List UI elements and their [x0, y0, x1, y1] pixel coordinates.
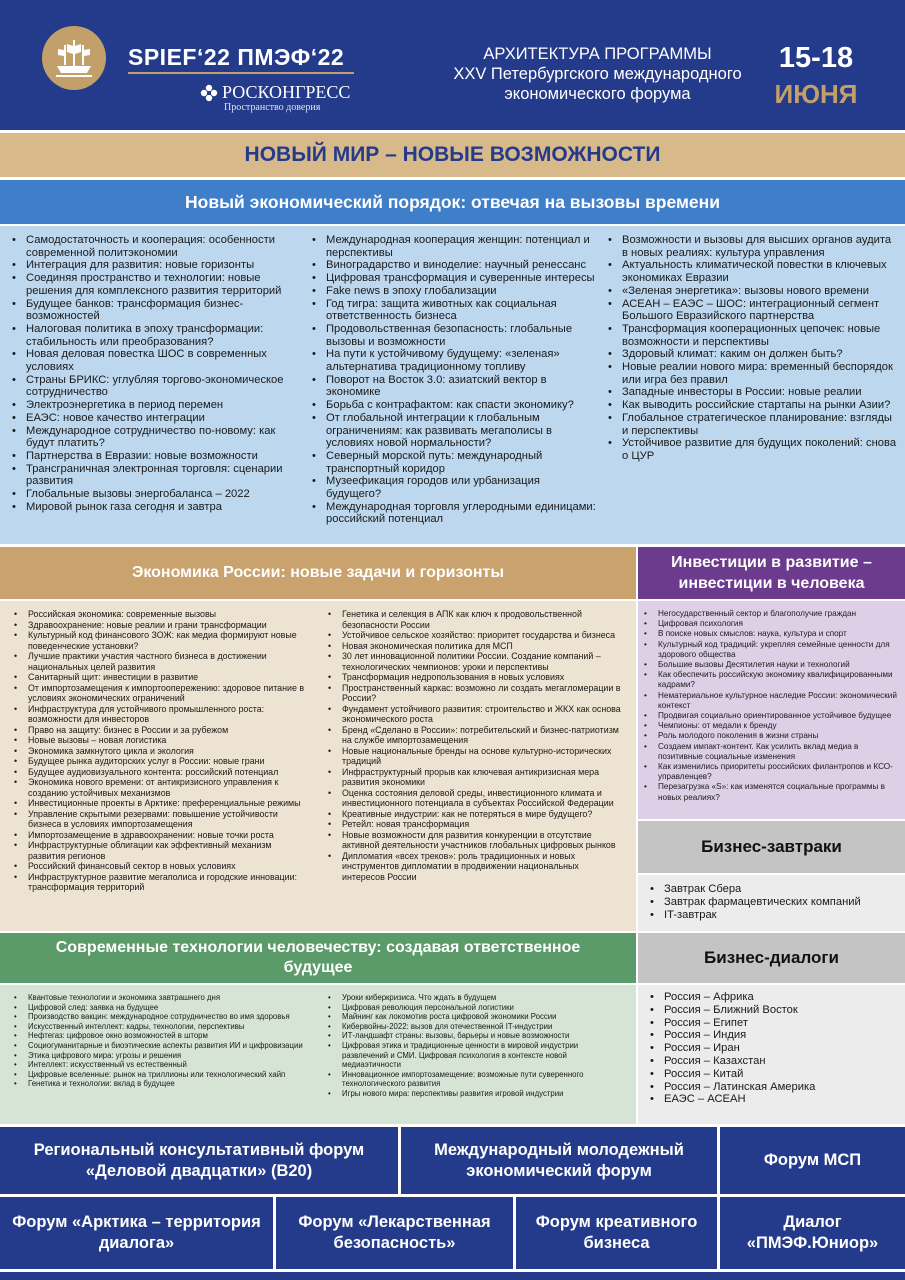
session-item: • Глобальные вызовы энергобаланса – 2022	[6, 488, 296, 501]
forums-grid	[0, 1127, 905, 1280]
session-item: • Здравоохранение: новые реалии и грани трансформации	[8, 620, 308, 631]
session-item: • Инфраструктурный прорыв как ключевая антикризисная мера развития экономики	[322, 767, 624, 788]
session-item: • Фундамент устойчивого развития: строительство и ЖКХ как основа экономического роста	[322, 704, 624, 725]
roscongress-flower-icon	[200, 84, 218, 102]
session-item: • Продвигая социально ориентированное устойчивое будущее	[638, 711, 900, 721]
ship-logo-icon	[52, 36, 96, 80]
session-item: • Будущее рынка аудиторских услуг в России: новые грани	[8, 756, 308, 767]
session-item: • Будущее аудиовизуального контента: российский потенциал	[8, 767, 308, 778]
session-item: • Актуальность климатической повестки в ключевых экономиках Евразии	[602, 259, 898, 284]
session-item: • Производство вакцин: международное сотрудничество во имя здоровья	[8, 1012, 308, 1022]
session-item: • На пути к устойчивому будущему: «зеленая» альтернатива традиционному топливу	[306, 348, 598, 373]
session-item: • Право на защиту: бизнес в России и за рубежом	[8, 725, 308, 736]
session-list	[638, 991, 900, 1106]
session-item: • Генетика и технологии: вклад в будущее	[8, 1079, 308, 1089]
forum-sme: Форум МСП	[720, 1127, 905, 1194]
session-item: • Устойчивое сельское хозяйство: приоритет государства и бизнеса	[322, 630, 624, 641]
session-item: • Инфраструктурное развитие мегаполиса и городские инновации: трансформация территорий	[8, 872, 308, 893]
session-item: • Россия – Иран	[644, 1042, 900, 1055]
session-item: • Российская экономика: современные вызовы	[8, 609, 308, 620]
session-item: • Ретейл: новая трансформация	[322, 819, 624, 830]
session-item: • Виноградарство и виноделие: научный ренессанс	[306, 259, 598, 272]
section-title-tech: Современные технологии человечеству: создавая ответственное будущее	[0, 933, 636, 983]
session-item: • Борьба с контрафактом: как спасти экономику?	[306, 399, 598, 412]
session-item: • Пространственный каркас: возможно ли создать мегагломерации в России?	[322, 683, 624, 704]
session-item: • Большие вызовы Десятилетия науки и технологий	[638, 660, 900, 670]
section-breakfasts	[638, 875, 905, 931]
session-item: • Этика цифрового мира: угрозы и решения	[8, 1051, 308, 1061]
session-item: • Генетика и селекция в АПК как ключ к продовольственной безопасности России	[322, 609, 624, 630]
session-item: • АСЕАН – ЕАЭС – ШОС: интеграционный сегмент Большого Евразийского партнерства	[602, 298, 898, 323]
session-item: • Год тигра: защита животных как социальная ответственность бизнеса	[306, 298, 598, 323]
section-title-dialogues: Бизнес-диалоги	[638, 933, 905, 983]
session-item: • Лучшие практики участия частного бизнеса в достижении национальных целей развития	[8, 651, 308, 672]
session-item: • Как выводить российские стартапы на рынки Азии?	[602, 399, 898, 412]
program-title	[425, 44, 770, 104]
session-item: • «Зеленая энергетика»: вызовы нового времени	[602, 285, 898, 298]
program-title-line: АРХИТЕКТУРА ПРОГРАММЫ	[483, 45, 712, 63]
session-list	[306, 234, 598, 526]
session-item: • Инновационное импортозамещение: возможные пути суверенного технологического развития	[322, 1070, 626, 1089]
session-item: • Международное сотрудничество по-новому: как будут платить?	[6, 425, 296, 450]
session-item: • Импортозамещение в здравоохранении: новые точки роста	[8, 830, 308, 841]
session-item: • Глобальное стратегическое планирование: взгляды и перспективы	[602, 412, 898, 437]
spief-logo	[42, 26, 106, 90]
section-invest	[638, 601, 905, 819]
session-item: • 30 лет инновационной политики России. Создание компаний – технологических чемпионов: уроки и перспективы	[322, 651, 624, 672]
session-item: • Экономика нового времени: от антикризисного управления к созданию устойчивых механизмов	[8, 777, 308, 798]
forum-month: ИЮНЯ	[774, 79, 858, 109]
brand-underline	[128, 72, 354, 74]
session-item: • Международная торговля углеродными единицами: российский потенциал	[306, 501, 598, 526]
section-title-new-order: Новый экономический порядок: отвечая на вызовы времени	[0, 180, 905, 224]
forum-drug-safety: Форум «Лекарственная безопасность»	[276, 1197, 513, 1269]
session-item: • Нефтегаз: цифровое окно возможностей в шторм	[8, 1031, 308, 1041]
partner-name: РОСКОНГРЕСС	[222, 82, 351, 102]
session-list	[638, 609, 900, 803]
session-item: • Новые возможности для развития конкуренции в отсутствие активной деятельности участников глобальных цифровых рынков	[322, 830, 624, 851]
session-item: • Квантовые технологии и экономика завтрашнего дня	[8, 993, 308, 1003]
session-item: • Уроки кибеpкризиса. Что ждать в будущем	[322, 993, 626, 1003]
session-item: • От глобальной интеграции к глобальным ограничениям: как развивать мегаполисы в условиях новой нормальности?	[306, 412, 598, 450]
session-item: • Цифровые вселенные: рынок на триллионы или технологический хайп	[8, 1070, 308, 1080]
session-item: • Западные инвесторы в России: новые реалии	[602, 386, 898, 399]
forum-junior: Диалог «ПМЭФ.Юниор»	[720, 1197, 905, 1269]
session-item: • Новые реалии нового мира: временный беспорядок или игра без правил	[602, 361, 898, 386]
session-item: • Устойчивое развитие для будущих поколений: снова о ЦУР	[602, 437, 898, 462]
session-item: • Международная кооперация женщин: потенциал и перспективы	[306, 234, 598, 259]
session-item: • Игры нового мира: перспективы развития игровой индустрии	[322, 1089, 626, 1099]
session-item: • Возможности и вызовы для высших органов аудита в новых реалиях: культура управления	[602, 234, 898, 259]
session-item: • Трансграничная электронная торговля: сценарии развития	[6, 463, 296, 488]
session-item: • Трансформация кооперационных цепочек: новые возможности и перспективы	[602, 323, 898, 348]
session-item: • Санитарный щит: инвестиции в развитие	[8, 672, 308, 683]
session-item: • Цифровая психология	[638, 619, 900, 629]
session-item: • Здоровый климат: каким он должен быть?	[602, 348, 898, 361]
section-tech	[0, 985, 636, 1124]
section-dialogues	[638, 985, 905, 1124]
session-item: • Создаем импакт-контент. Как усилить вклад медиа в позитивные социальные изменения	[638, 742, 900, 762]
section-russia	[0, 601, 636, 931]
session-item: • Социогуманитарные и биоэтические аспекты развития ИИ и цифровизации	[8, 1041, 308, 1051]
session-item: • Россия – Ближний Восток	[644, 1004, 900, 1017]
session-item: • Перезагрузка «S»: как изменятся социальные программы в новых реалиях?	[638, 782, 900, 802]
session-item: • Новые вызовы – новая логистика	[8, 735, 308, 746]
session-item: • Цифровая этика и традиционные ценности в мировой индустрии развлечений и СМИ. Цифровая психология в контексте новой медиаэтичности	[322, 1041, 626, 1070]
session-item: • Как изменились приоритеты российских филантропов и КСО-управленцев?	[638, 762, 900, 782]
session-item: • От импортозамещения к импортоопережению: здоровое питание в условиях экономических ограничений	[8, 683, 308, 704]
brand-title: SPIEF‘22 ПМЭФ‘22	[128, 44, 345, 70]
session-item: • Инфраструктура для устойчивого промышленного роста: возможности для инвесторов	[8, 704, 308, 725]
session-item: • Налоговая политика в эпоху трансформации: стабильность или преобразования?	[6, 323, 296, 348]
forum-dates: 15-18	[778, 42, 854, 74]
session-item: • Завтрак Сбера	[644, 883, 900, 896]
session-item: • Российский финансовый сектор в новых условиях	[8, 861, 308, 872]
session-item: • Завтрак фармацевтических компаний	[644, 896, 900, 909]
session-list	[322, 993, 626, 1099]
session-item: • IT-завтрак	[644, 909, 900, 922]
session-item: • Россия – Китай	[644, 1068, 900, 1081]
session-item: • Россия – Африка	[644, 991, 900, 1004]
session-item: • Нематериальное культурное наследие России: экономический контекст	[638, 691, 900, 711]
session-item: • Поворот на Восток 3.0: азиатский вектор в экономике	[306, 374, 598, 399]
session-item: • Дипломатия «всех треков»: роль традиционных и новых инструментов дипломатии в продвижении национальных интересов России	[322, 851, 624, 883]
session-item: • Цифровая трансформация и суверенные интересы	[306, 272, 598, 285]
forum-b20: Региональный консультативный форум «Деловой двадцатки» (B20)	[0, 1127, 398, 1194]
session-item: • Будущее банков: трансформация бизнес-возможностей	[6, 298, 296, 323]
session-item: • Цифровая революция персональной логистики	[322, 1003, 626, 1013]
section-title-breakfasts: Бизнес-завтраки	[638, 821, 905, 873]
session-list	[602, 234, 898, 463]
session-item: • Оценка состояния деловой среды, инвестиционного климата и инвестиционного потенциала в субъектах Российской Федерации	[322, 788, 624, 809]
session-item: • Продовольственная безопасность: глобальные вызовы и возможности	[306, 323, 598, 348]
session-item: • Электроэнергетика в период перемен	[6, 399, 296, 412]
session-item: • Интеллект: искусственный vs естественный	[8, 1060, 308, 1070]
forum-theme: НОВЫЙ МИР – НОВЫЕ ВОЗМОЖНОСТИ	[0, 133, 905, 177]
session-item: • Управление скрытыми резервами: повышение устойчивости бизнеса в условиях импортозамещения	[8, 809, 308, 830]
session-item: • Интеграция для развития: новые горизонты	[6, 259, 296, 272]
session-item: • Экономика замкнутого цикла и экология	[8, 746, 308, 757]
session-item: • Кибервойны-2022: вызов для отечественной IT-индустрии	[322, 1022, 626, 1032]
session-item: • Майнинг как локомотив роста цифровой экономики России	[322, 1012, 626, 1022]
session-item: • Россия – Индия	[644, 1029, 900, 1042]
session-item: • Инфраструктурные облигации как эффективный механизм развития регионов	[8, 840, 308, 861]
program-title-line: экономического форума	[504, 85, 691, 103]
session-item: • Музеефикация городов или урбанизация будущего?	[306, 475, 598, 500]
session-item: • Fake news в эпоху глобализации	[306, 285, 598, 298]
session-item: • ИТ-ландшафт страны: вызовы, барьеры и новые возможности	[322, 1031, 626, 1041]
session-item: • Как обеспечить российскую экономику квалифицированными кадрами?	[638, 670, 900, 690]
session-item: • Культурный код финансового ЗОЖ: как медиа формируют новые поведенческие установки?	[8, 630, 308, 651]
forum-youth: Международный молодежный экономический форум	[401, 1127, 717, 1194]
session-item: • Северный морской путь: международный транспортный коридор	[306, 450, 598, 475]
session-list	[8, 609, 308, 893]
session-item: • Искусственный интеллект: кадры, технологии, перспективы	[8, 1022, 308, 1032]
session-item: • Мировой рынок газа сегодня и завтра	[6, 501, 296, 514]
forum-arctic: Форум «Арктика – территория диалога»	[0, 1197, 273, 1269]
session-item: • ЕАЭС – АСЕАН	[644, 1093, 900, 1106]
session-item: • Роль молодого поколения в жизни страны	[638, 731, 900, 741]
session-item: • Россия – Латинская Америка	[644, 1081, 900, 1094]
page-header	[0, 0, 905, 130]
section-new-order	[0, 226, 905, 544]
session-item: • Негосударственный сектор и благополучие граждан	[638, 609, 900, 619]
session-list	[8, 993, 308, 1089]
session-item: • В поиске новых смыслов: наука, культура и спорт	[638, 629, 900, 639]
session-item: • Инвестиционные проекты в Арктике: преференциальные режимы	[8, 798, 308, 809]
session-item: • Трансформация недропользования в новых условиях	[322, 672, 624, 683]
session-item: • ЕАЭС: новое качество интеграции	[6, 412, 296, 425]
session-item: • Самодостаточность и кооперация: особенности современной политэкономии	[6, 234, 296, 259]
session-item: • Партнерства в Евразии: новые возможности	[6, 450, 296, 463]
session-item: • Россия – Египет	[644, 1017, 900, 1030]
session-item: • Соединяя пространство и технологии: новые решения для комплексного развития территорий	[6, 272, 296, 297]
session-list	[638, 883, 900, 922]
section-title-invest: Инвестиции в развитие – инвестиции в человека	[638, 547, 905, 599]
forum-creative: Форум креативного бизнеса	[516, 1197, 717, 1269]
session-item: • Новая деловая повестка ШОС в современных условиях	[6, 348, 296, 373]
session-list	[6, 234, 296, 513]
session-item: • Россия – Казахстан	[644, 1055, 900, 1068]
session-item: • Новые национальные бренды на основе культурно-исторических традиций	[322, 746, 624, 767]
session-item: • Страны БРИКС: углубляя торгово-экономическое сотрудничество	[6, 374, 296, 399]
program-title-line: XXV Петербургского международного	[453, 65, 742, 83]
session-item: • Новая экономическая политика для МСП	[322, 641, 624, 652]
session-list	[322, 609, 624, 882]
partner-tagline: Пространство доверия	[224, 102, 321, 113]
session-item: • Креативные индустрии: как не потеряться в мире будущего?	[322, 809, 624, 820]
session-item: • Цифровой след: заявка на будущее	[8, 1003, 308, 1013]
session-item: • Бренд «Сделано в России»: потребительский и бизнес-патриотизм на службе импортозамещения	[322, 725, 624, 746]
footer-strip	[0, 1272, 905, 1280]
section-title-russia: Экономика России: новые задачи и горизонты	[0, 547, 636, 599]
session-item: • Чемпионы: от медали к бренду	[638, 721, 900, 731]
session-item: • Культурный код традиций: укрепляя семейные ценности для здорового общества	[638, 640, 900, 660]
